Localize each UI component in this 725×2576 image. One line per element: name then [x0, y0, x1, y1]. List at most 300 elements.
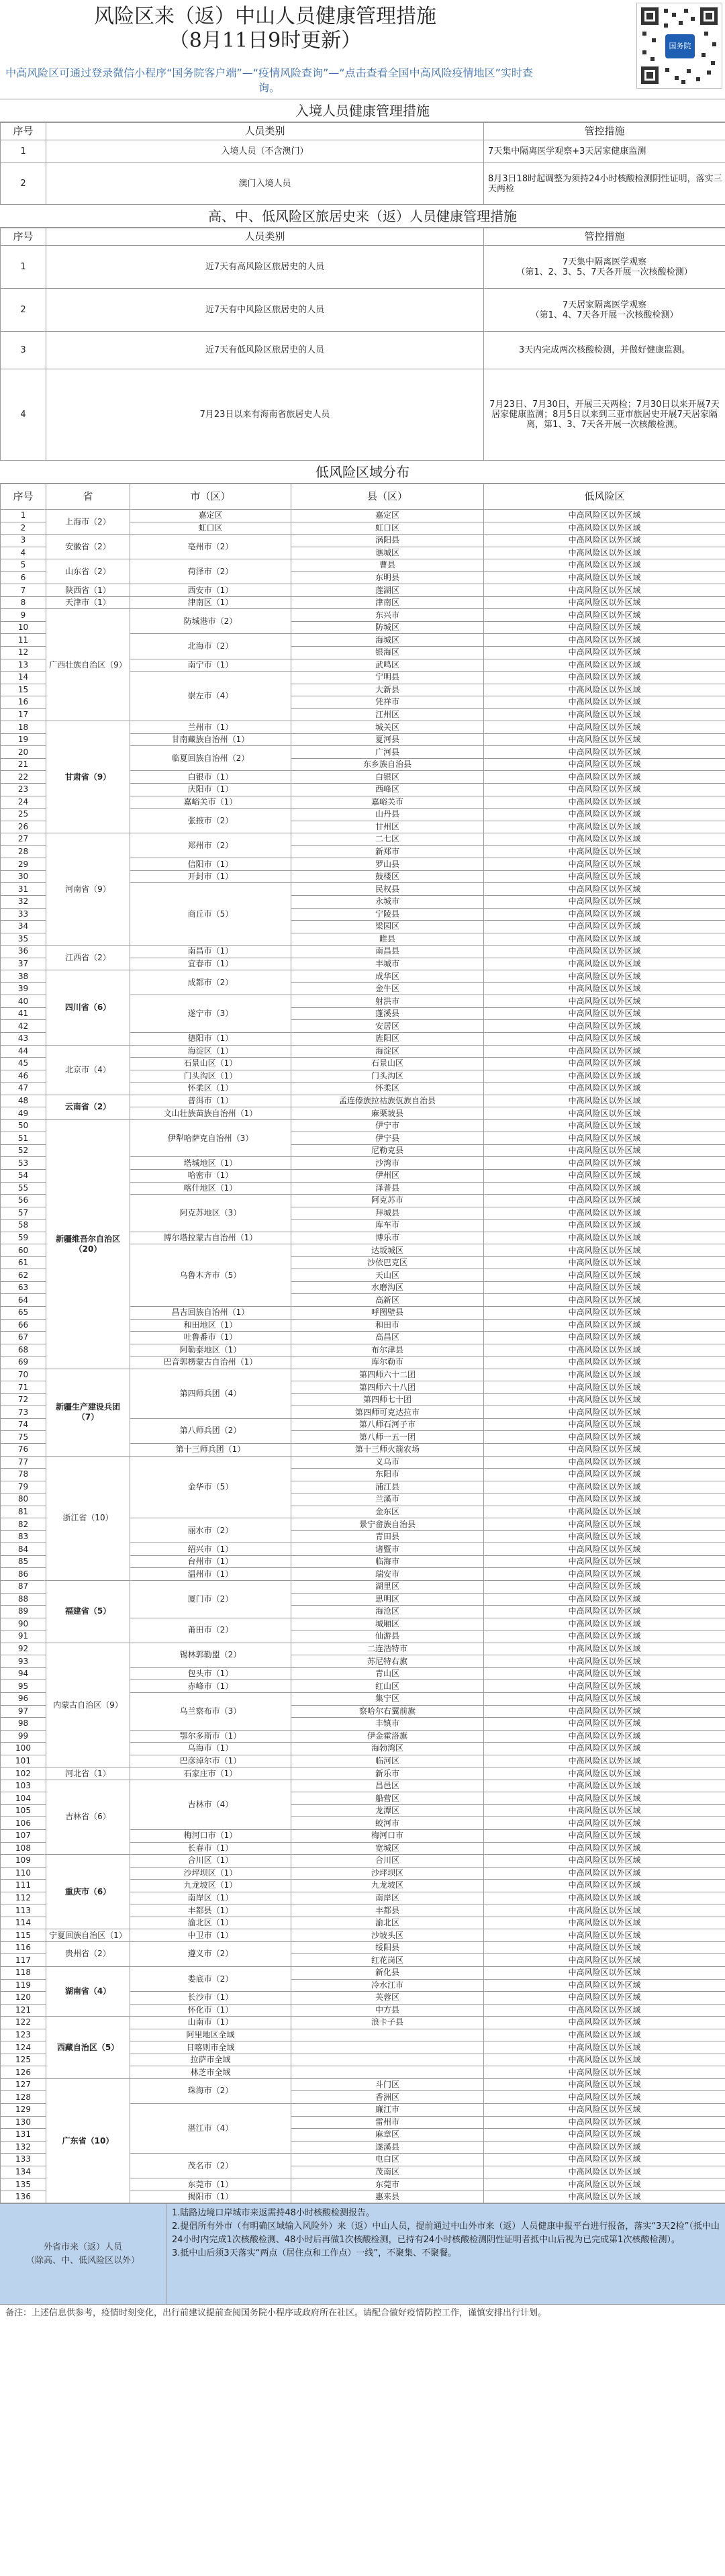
row-index: 107	[1, 1829, 46, 1842]
county-cell: 门头沟区	[291, 1070, 484, 1083]
city-cell: 乌鲁木齐市（5）	[130, 1244, 291, 1307]
row-index: 122	[1, 2017, 46, 2029]
low-risk-cell: 中高风险区以外区域	[484, 2166, 725, 2178]
low-risk-cell: 中高风险区以外区域	[484, 870, 725, 883]
province-cell: 河北省（1）	[46, 1767, 130, 1780]
row-index: 36	[1, 946, 46, 958]
low-risk-cell: 中高风险区以外区域	[484, 1743, 725, 1755]
county-cell: 瑞安市	[291, 1568, 484, 1581]
county-cell: 雷州市	[291, 2116, 484, 2129]
city-cell: 东莞市（1）	[130, 2178, 291, 2191]
row-index: 98	[1, 1718, 46, 1731]
row-index: 51	[1, 1132, 46, 1145]
county-cell: 凭祥市	[291, 696, 484, 709]
entry-cell: 7天集中隔离医学观察+3天居家健康监测	[484, 140, 725, 163]
row-index: 43	[1, 1032, 46, 1045]
city-cell: 宜春市（1）	[130, 958, 291, 970]
county-cell: 虹口区	[291, 522, 484, 535]
city-cell: 张掖市（2）	[130, 809, 291, 833]
low-risk-cell: 中高风险区以外区域	[484, 1083, 725, 1095]
city-cell: 厦门市（2）	[130, 1581, 291, 1618]
row-index: 133	[1, 2154, 46, 2166]
city-cell: 甘南藏族自治州（1）	[130, 733, 291, 746]
low-risk-cell: 中高风险区以外区域	[484, 858, 725, 871]
footer-item: 2.提倡所有外市（有明确区域输入风险外）来（返）中山人员，提前通过中山外市来（返）人员健康申报平台进行报备，落实“3天2检”（抵中山24小时内完成1次核酸检测、48小时后再做1次核酸检测，已持有24小时核酸检测阴性证明者抵中山后视为已完成第1次核酸检测）。	[172, 2221, 720, 2246]
province-cell: 新疆生产建设兵团（7）	[46, 1369, 130, 1456]
county-cell: 广河县	[291, 746, 484, 759]
row-index: 69	[1, 1356, 46, 1369]
low-risk-cell: 中高风险区以外区域	[484, 1842, 725, 1855]
county-cell: 怀柔区	[291, 1083, 484, 1095]
row-index: 117	[1, 1954, 46, 1967]
low-risk-cell: 中高风险区以外区域	[484, 1618, 725, 1630]
county-cell: 金牛区	[291, 982, 484, 995]
table-row	[1, 2017, 725, 2029]
county-cell: 新乐市	[291, 1767, 484, 1780]
low-risk-cell: 中高风险区以外区域	[484, 2078, 725, 2091]
row-index: 86	[1, 1568, 46, 1581]
low-risk-cell: 中高风险区以外区域	[484, 2141, 725, 2154]
county-cell	[291, 2066, 484, 2079]
province-cell: 云南省（2）	[46, 1095, 130, 1119]
county-cell: 昌邑区	[291, 1780, 484, 1792]
county-cell: 东乡族自治县	[291, 758, 484, 771]
entry-cell: 入境人员（不含澳门）	[46, 140, 484, 163]
county-cell: 丰镇市	[291, 1718, 484, 1731]
row-index: 39	[1, 982, 46, 995]
low-risk-cell: 中高风险区以外区域	[484, 796, 725, 809]
low-risk-cell: 中高风险区以外区域	[484, 1606, 725, 1618]
county-cell: 遂溪县	[291, 2141, 484, 2154]
province-cell: 甘肃省（9）	[46, 721, 130, 833]
city-cell: 巴音郭楞蒙古自治州（1）	[130, 1356, 291, 1369]
county-cell: 廉江市	[291, 2104, 484, 2117]
low-risk-cell: 中高风险区以外区域	[484, 1294, 725, 1307]
row-index: 105	[1, 1804, 46, 1817]
city-cell: 亳州市（2）	[130, 535, 291, 559]
table-row	[1, 140, 725, 163]
row-index: 56	[1, 1195, 46, 1207]
province-cell: 新疆维吾尔自治区（20）	[46, 1119, 130, 1369]
risk-cell: 2	[1, 289, 46, 332]
low-risk-cell: 中高风险区以外区域	[484, 1692, 725, 1705]
county-cell: 红花岗区	[291, 1954, 484, 1967]
city-cell: 台州市（1）	[130, 1555, 291, 1568]
row-index: 113	[1, 1904, 46, 1917]
county-cell: 大新县	[291, 684, 484, 696]
county-cell: 睢县	[291, 933, 484, 946]
row-index: 42	[1, 1020, 46, 1033]
city-cell: 乌兰察布市（3）	[130, 1692, 291, 1730]
row-index: 6	[1, 571, 46, 584]
county-cell: 涡阳县	[291, 535, 484, 547]
city-cell: 嘉峪关市（1）	[130, 796, 291, 809]
county-cell: 甘州区	[291, 821, 484, 833]
county-cell: 防城区	[291, 621, 484, 634]
county-cell: 青田县	[291, 1530, 484, 1543]
city-cell: 九龙坡区（1）	[130, 1880, 291, 1892]
low-risk-cell: 中高风险区以外区域	[484, 510, 725, 522]
county-cell: 二连浩特市	[291, 1643, 484, 1655]
province-cell: 重庆市（6）	[46, 1855, 130, 1929]
entry-cell: 2	[1, 163, 46, 205]
low-risk-cell: 中高风险区以外区域	[484, 1058, 725, 1070]
city-cell: 塔城地区（1）	[130, 1157, 291, 1170]
county-cell: 第十三师火箭农场	[291, 1444, 484, 1457]
county-cell: 达坂城区	[291, 1244, 484, 1257]
page-title: 风险区来（返）中山人员健康管理措施	[94, 5, 436, 28]
county-cell: 沙依巴克区	[291, 1256, 484, 1269]
low-risk-cell: 中高风险区以外区域	[484, 1593, 725, 1606]
city-cell: 怀柔区（1）	[130, 1083, 291, 1095]
county-cell: 拜城县	[291, 1207, 484, 1220]
county-cell: 电白区	[291, 2154, 484, 2166]
city-cell: 阿里地区全域	[130, 2029, 291, 2041]
county-cell: 伊金霍洛旗	[291, 1730, 484, 1743]
low-risk-cell: 中高风险区以外区域	[484, 771, 725, 784]
row-index: 40	[1, 995, 46, 1008]
low-risk-cell: 中高风险区以外区域	[484, 571, 725, 584]
low-risk-cell: 中高风险区以外区域	[484, 621, 725, 634]
province-cell: 北京市（4）	[46, 1045, 130, 1095]
row-index: 21	[1, 758, 46, 771]
low-risk-cell: 中高风险区以外区域	[484, 2066, 725, 2079]
row-index: 75	[1, 1431, 46, 1444]
county-cell: 兰溪市	[291, 1493, 484, 1506]
row-index: 99	[1, 1730, 46, 1743]
row-index: 30	[1, 870, 46, 883]
low-risk-cell: 中高风险区以外区域	[484, 1232, 725, 1244]
low-header-2: 市（区）	[130, 484, 291, 510]
low-risk-cell: 中高风险区以外区域	[484, 933, 725, 946]
low-risk-cell: 中高风险区以外区域	[484, 708, 725, 721]
city-cell: 崇左市（4）	[130, 672, 291, 721]
low-risk-cell: 中高风险区以外区域	[484, 1705, 725, 1718]
row-index: 68	[1, 1344, 46, 1356]
query-note: 中高风险区可通过登录微信小程序“国务院客户端”—“疫情风险查询”—“点击查看全国中高风险疫情地区”实时查询。	[5, 66, 533, 94]
county-cell: 船营区	[291, 1792, 484, 1805]
county-cell: 义乌市	[291, 1456, 484, 1469]
entry-section-title: 入境人员健康管理措施	[0, 99, 725, 122]
low-risk-cell: 中高风险区以外区域	[484, 1655, 725, 1668]
county-cell: 孟连傣族拉祜族佤族自治县	[291, 1095, 484, 1107]
row-index: 126	[1, 2066, 46, 2079]
row-index: 121	[1, 2004, 46, 2017]
row-index: 112	[1, 1892, 46, 1904]
row-index: 15	[1, 684, 46, 696]
province-cell: 湖南省（4）	[46, 1966, 130, 2016]
row-index: 4	[1, 547, 46, 559]
row-index: 100	[1, 1743, 46, 1755]
low-risk-cell: 中高风险区以外区域	[484, 1718, 725, 1731]
low-risk-cell: 中高风险区以外区域	[484, 1817, 725, 1830]
table-row	[1, 584, 725, 597]
risk-header-0: 序号	[1, 228, 46, 246]
county-cell: 白银区	[291, 771, 484, 784]
low-risk-cell: 中高风险区以外区域	[484, 1369, 725, 1381]
row-index: 2	[1, 522, 46, 535]
row-index: 97	[1, 1705, 46, 1718]
row-index: 16	[1, 696, 46, 709]
county-cell: 苏尼特右旗	[291, 1655, 484, 1668]
province-cell: 安徽省（2）	[46, 535, 130, 559]
low-risk-cell: 中高风险区以外区域	[484, 982, 725, 995]
row-index: 87	[1, 1581, 46, 1594]
city-cell: 第十三师兵团（1）	[130, 1444, 291, 1457]
city-cell: 阿克苏地区（3）	[130, 1195, 291, 1232]
table-row	[1, 1780, 725, 1792]
city-cell: 海淀区（1）	[130, 1045, 291, 1058]
table-row	[1, 1941, 725, 1954]
row-index: 28	[1, 845, 46, 858]
county-cell: 江州区	[291, 708, 484, 721]
city-cell: 渝北区（1）	[130, 1917, 291, 1929]
row-index: 12	[1, 647, 46, 659]
low-risk-cell: 中高风险区以外区域	[484, 1493, 725, 1506]
row-index: 32	[1, 895, 46, 908]
entry-header-0: 序号	[1, 123, 46, 140]
low-risk-cell: 中高风险区以外区域	[484, 1182, 725, 1195]
county-cell	[291, 2041, 484, 2054]
row-index: 17	[1, 708, 46, 721]
table-row	[1, 1095, 725, 1107]
low-risk-cell: 中高风险区以外区域	[484, 634, 725, 647]
table-row	[1, 970, 725, 983]
table-row	[1, 1456, 725, 1469]
low-risk-cell: 中高风险区以外区域	[484, 1132, 725, 1145]
city-cell: 赤峰市（1）	[130, 1680, 291, 1693]
county-cell: 海城区	[291, 634, 484, 647]
low-risk-cell: 中高风险区以外区域	[484, 784, 725, 796]
row-index: 111	[1, 1880, 46, 1892]
low-risk-cell: 中高风险区以外区域	[484, 1804, 725, 1817]
city-cell: 第四师兵团（4）	[130, 1369, 291, 1418]
table-row	[1, 609, 725, 622]
low-risk-cell: 中高风险区以外区域	[484, 908, 725, 921]
city-cell: 昌吉回族自治州（1）	[130, 1307, 291, 1320]
county-cell: 惠来县	[291, 2191, 484, 2203]
county-cell: 水磨沟区	[291, 1281, 484, 1294]
row-index: 18	[1, 721, 46, 734]
county-cell: 东兴市	[291, 609, 484, 622]
county-cell: 射洪市	[291, 995, 484, 1008]
county-cell: 高昌区	[291, 1332, 484, 1344]
county-cell: 旌阳区	[291, 1032, 484, 1045]
low-risk-cell: 中高风险区以外区域	[484, 1381, 725, 1394]
row-index: 80	[1, 1493, 46, 1506]
city-cell: 荷泽市（2）	[130, 559, 291, 584]
province-cell: 内蒙古自治区（9）	[46, 1643, 130, 1767]
row-index: 89	[1, 1606, 46, 1618]
row-index: 123	[1, 2029, 46, 2041]
row-index: 90	[1, 1618, 46, 1630]
province-cell: 广东省（10）	[46, 2078, 130, 2203]
city-cell: 喀什地区（1）	[130, 1182, 291, 1195]
low-risk-cell: 中高风险区以外区域	[484, 1007, 725, 1020]
county-cell: 浪卡子县	[291, 2017, 484, 2029]
low-risk-cell: 中高风险区以外区域	[484, 1444, 725, 1457]
table-row	[1, 1045, 725, 1058]
row-index: 85	[1, 1555, 46, 1568]
city-cell: 北海市（2）	[130, 634, 291, 659]
city-cell: 丰都县（1）	[130, 1904, 291, 1917]
county-cell: 布尔津县	[291, 1344, 484, 1356]
low-risk-cell: 中高风险区以外区域	[484, 1244, 725, 1257]
county-cell: 青山区	[291, 1667, 484, 1680]
row-index: 119	[1, 1979, 46, 1992]
county-cell: 宁明县	[291, 672, 484, 684]
table-row	[1, 1966, 725, 1979]
city-cell: 合川区（1）	[130, 1855, 291, 1868]
low-risk-cell: 中高风险区以外区域	[484, 1431, 725, 1444]
county-cell: 麻章区	[291, 2129, 484, 2142]
row-index: 136	[1, 2191, 46, 2203]
city-cell: 丽水市（2）	[130, 1518, 291, 1543]
county-cell: 西峰区	[291, 784, 484, 796]
county-cell: 伊宁市	[291, 1119, 484, 1132]
page-subtitle: （8月11日9时更新）	[168, 29, 362, 52]
low-risk-cell: 中高风险区以外区域	[484, 1680, 725, 1693]
row-index: 23	[1, 784, 46, 796]
row-index: 31	[1, 883, 46, 896]
low-risk-cell: 中高风险区以外区域	[484, 1269, 725, 1282]
city-cell: 中卫市（1）	[130, 1929, 291, 1942]
footer-label-text: 外省市来（返）人员 （除高、中、低风险区以外）	[26, 2242, 140, 2266]
low-risk-cell: 中高风险区以外区域	[484, 535, 725, 547]
entry-cell: 1	[1, 140, 46, 163]
row-index: 1	[1, 510, 46, 522]
row-index: 14	[1, 672, 46, 684]
row-index: 82	[1, 1518, 46, 1531]
low-risk-cell: 中高风险区以外区域	[484, 1332, 725, 1344]
row-index: 125	[1, 2054, 46, 2066]
province-cell: 宁夏回族自治区（1）	[46, 1929, 130, 1942]
county-cell: 海勃湾区	[291, 1743, 484, 1755]
county-cell: 蛟河市	[291, 1817, 484, 1830]
county-cell: 新郑市	[291, 845, 484, 858]
qr-code[interactable]	[636, 3, 722, 89]
county-cell: 海沧区	[291, 1606, 484, 1618]
row-index: 120	[1, 1992, 46, 2005]
row-index: 55	[1, 1182, 46, 1195]
low-risk-cell: 中高风险区以外区域	[484, 1144, 725, 1157]
low-risk-section-title: 低风险区域分布	[0, 461, 725, 484]
row-index: 27	[1, 833, 46, 846]
low-risk-cell: 中高风险区以外区域	[484, 2091, 725, 2104]
county-cell: 绥阳县	[291, 1941, 484, 1954]
city-cell: 商丘市（5）	[130, 883, 291, 946]
row-index: 7	[1, 584, 46, 597]
low-risk-cell: 中高风险区以外区域	[484, 970, 725, 983]
county-cell: 沙坪坝区	[291, 1867, 484, 1880]
table-row	[1, 246, 725, 289]
county-cell: 安居区	[291, 1020, 484, 1033]
city-cell: 巴彦淖尔市（1）	[130, 1755, 291, 1767]
table-row	[1, 1119, 725, 1132]
risk-header-1: 人员类别	[46, 228, 484, 246]
city-cell: 吐鲁番市（1）	[130, 1332, 291, 1344]
row-index: 47	[1, 1083, 46, 1095]
low-risk-cell: 中高风险区以外区域	[484, 1506, 725, 1518]
city-cell: 乌海市（1）	[130, 1743, 291, 1755]
low-risk-cell: 中高风险区以外区域	[484, 684, 725, 696]
low-risk-cell: 中高风险区以外区域	[484, 522, 725, 535]
city-cell: 嘉定区	[130, 510, 291, 522]
row-index: 129	[1, 2104, 46, 2117]
row-index: 81	[1, 1506, 46, 1518]
county-cell: 武鸣区	[291, 659, 484, 672]
low-header-4: 低风险区	[484, 484, 725, 510]
row-index: 50	[1, 1119, 46, 1132]
row-index: 131	[1, 2129, 46, 2142]
low-risk-cell: 中高风险区以外区域	[484, 946, 725, 958]
county-cell: 渝北区	[291, 1917, 484, 1929]
low-risk-cell: 中高风险区以外区域	[484, 1220, 725, 1232]
province-cell: 江西省（2）	[46, 946, 130, 970]
low-risk-cell: 中高风险区以外区域	[484, 1630, 725, 1643]
low-risk-cell: 中高风险区以外区域	[484, 1667, 725, 1680]
low-risk-cell: 中高风险区以外区域	[484, 1829, 725, 1842]
city-cell: 临夏回族自治州（2）	[130, 746, 291, 771]
county-cell: 第八师石河子市	[291, 1418, 484, 1431]
low-risk-cell: 中高风险区以外区域	[484, 596, 725, 609]
city-cell: 拉萨市全域	[130, 2054, 291, 2066]
county-cell: 龙潭区	[291, 1804, 484, 1817]
city-cell: 长沙市（1）	[130, 1992, 291, 2005]
row-index: 124	[1, 2041, 46, 2054]
province-cell: 广西壮族自治区（9）	[46, 609, 130, 721]
row-index: 8	[1, 596, 46, 609]
row-index: 34	[1, 921, 46, 933]
row-index: 46	[1, 1070, 46, 1083]
row-index: 78	[1, 1469, 46, 1481]
low-risk-cell: 中高风险区以外区域	[484, 1469, 725, 1481]
county-cell: 芙蓉区	[291, 1992, 484, 2005]
row-index: 53	[1, 1157, 46, 1170]
province-cell: 吉林省（6）	[46, 1780, 130, 1854]
low-risk-cell: 中高风险区以外区域	[484, 1767, 725, 1780]
low-risk-cell: 中高风险区以外区域	[484, 2154, 725, 2166]
county-cell: 夏河县	[291, 733, 484, 746]
low-risk-cell: 中高风险区以外区域	[484, 1356, 725, 1369]
county-cell: 景宁畲族自治县	[291, 1518, 484, 1531]
row-index: 22	[1, 771, 46, 784]
county-cell: 海淀区	[291, 1045, 484, 1058]
table-row	[1, 1767, 725, 1780]
row-index: 49	[1, 1107, 46, 1120]
city-cell: 遵义市（2）	[130, 1941, 291, 1966]
risk-cell: 7月23日、7月30日，开展三天两检；7月30日以来开展7天居家健康监测；8月5日以来到三亚市旅居史开展7天居家隔离，第1、3、7天各开展一次核酸检测。	[484, 369, 725, 461]
row-index: 116	[1, 1941, 46, 1954]
row-index: 29	[1, 858, 46, 871]
county-cell: 银海区	[291, 647, 484, 659]
row-index: 25	[1, 809, 46, 821]
row-index: 114	[1, 1917, 46, 1929]
row-index: 76	[1, 1444, 46, 1457]
county-cell: 山丹县	[291, 809, 484, 821]
row-index: 135	[1, 2178, 46, 2191]
row-index: 134	[1, 2166, 46, 2178]
low-risk-cell: 中高风险区以外区域	[484, 2116, 725, 2129]
table-row	[1, 2078, 725, 2091]
county-cell: 茂南区	[291, 2166, 484, 2178]
low-risk-cell: 中高风险区以外区域	[484, 1792, 725, 1805]
table-row	[1, 833, 725, 846]
table-row	[1, 163, 725, 205]
low-risk-cell: 中高风险区以外区域	[484, 1406, 725, 1419]
city-cell: 山南市（1）	[130, 2017, 291, 2029]
county-cell: 库尔勒市	[291, 1356, 484, 1369]
